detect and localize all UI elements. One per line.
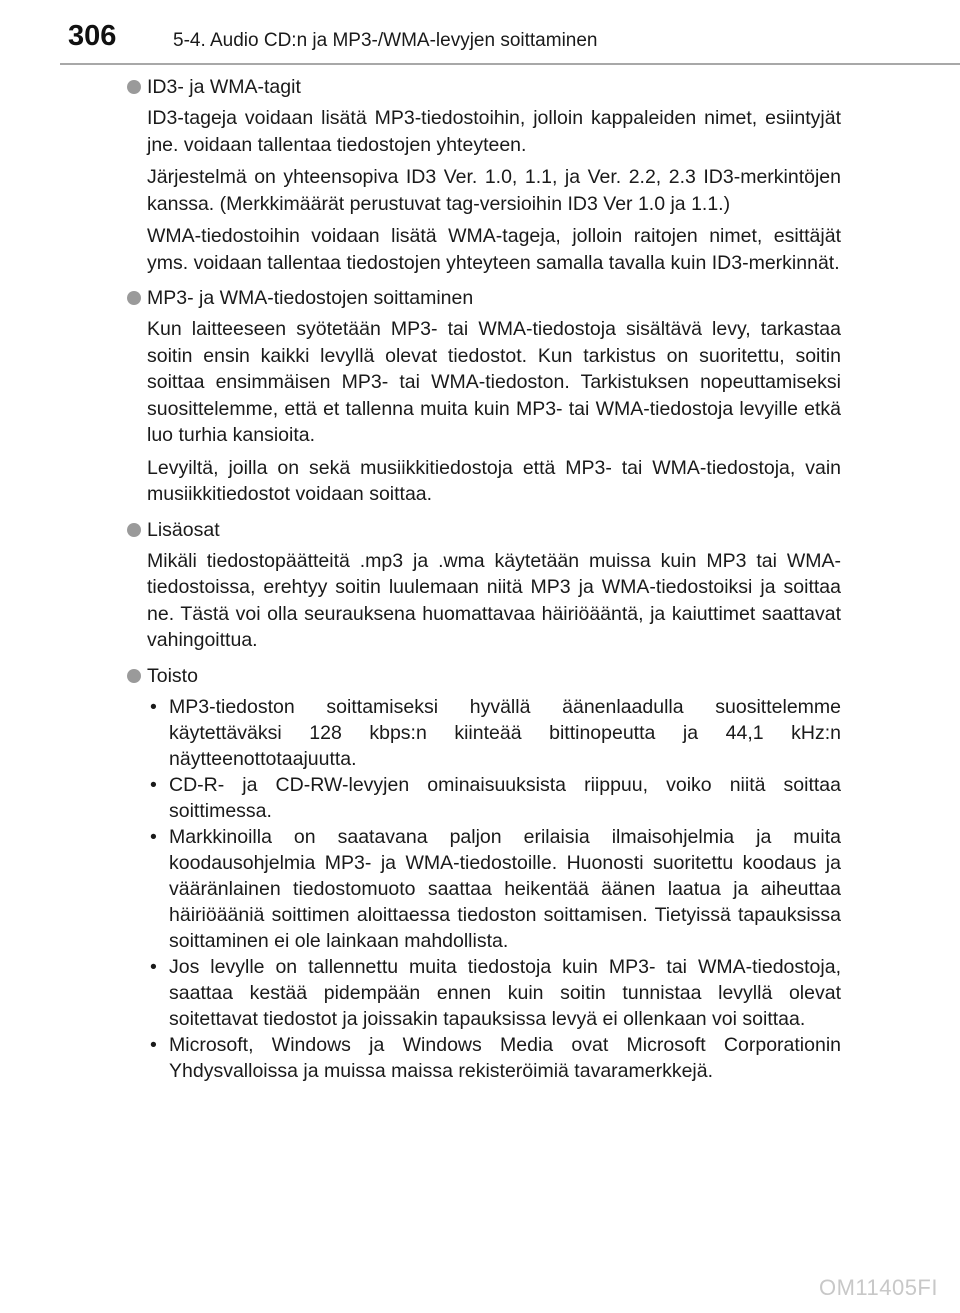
page-header — [0, 0, 960, 64]
heading-text: Toisto — [147, 664, 198, 687]
bullet-list — [147, 694, 841, 1084]
paragraph: Levyiltä, joilla on sekä musiikkitiedostoja että MP3- tai WMA-tiedostoja, vain musiikkitiedostot voidaan soittaa. — [147, 456, 841, 505]
list-item-text: CD-R- ja CD-RW-levyjen ominaisuuksista riippuu, voiko niitä soittaa soittimessa. — [169, 773, 841, 822]
paragraph: WMA-tiedostoihin voidaan lisätä WMA-tageja, jolloin raitojen nimet, esittäjät yms. voidaan tallentaa tiedostojen yhteyteen samalla tavalla kuin ID3-merkinnät. — [147, 225, 841, 274]
list-item — [147, 694, 841, 772]
page-content — [127, 73, 841, 1092]
list-item-text: Markkinoilla on saatavana paljon erilaisia ilmaisohjelmia ja muita koodausohjelmia MP3- ja WMA-tiedostoille. Huonosti suoritettu koodaus ja vääränlainen tiedostomuoto saattaa heikentää äänen laatua ja aiheuttaa häiriöääniä soittimen aloittaessa tiedoston soittamisen. Tietyissä tapauksissa soittaminen ei ole lainkaan mahdollista. — [169, 825, 841, 952]
list-item-text: MP3-tiedoston soittamiseksi hyvällä äänenlaadulla suosittelemme käytettäväksi 128 kbps:n kiinteää bittinopeutta ja 44,1 kHz:n näytteenottotaajuutta. — [169, 695, 841, 770]
section-heading — [127, 516, 841, 544]
paragraph: Mikäli tiedostopäätteitä .mp3 ja .wma käytetään muissa kuin MP3 tai WMA-tiedostoissa, erehtyy soitin luulemaan niitä MP3 ja WMA-tiedostoiksi ja soittaa ne. Tästä voi olla seurauksena huomattavaa häiriöääntä, ja kaiuttimet saattavat vahingoittua. — [147, 549, 841, 651]
header-divider — [60, 63, 960, 65]
heading-text: ID3- ja WMA-tagit — [147, 76, 301, 98]
section-heading — [127, 662, 841, 690]
section-playing-files — [127, 284, 841, 508]
section-heading — [127, 284, 841, 312]
circle-bullet-icon — [127, 669, 141, 683]
paragraph: Järjestelmä on yhteensopiva ID3 Ver. 1.0, 1.1, ja Ver. 2.2, 2.3 ID3-merkintöjen kanssa. (Merkkimäärät perustuvat tag-versioihin ID3 Ver 1.0 ja 1.1.) — [147, 166, 841, 215]
bullet-icon: • — [150, 955, 157, 978]
list-item-text: Jos levylle on tallennettu muita tiedostoja kuin MP3- tai WMA-tiedostoja, saattaa kestää pidempään ennen kuin soitin tunnistaa levyllä olevat soitettavat tiedostot ja joissakin tapauksissa levyä ei ollenkaan voi soittaa. — [169, 955, 841, 1030]
list-item-text: Microsoft, Windows ja Windows Media ovat Microsoft Corporationin Yhdysvalloissa ja muissa maissa rekisteröimiä tavaramerkkejä. — [169, 1033, 841, 1082]
heading-text: MP3- ja WMA-tiedostojen soittaminen — [147, 287, 474, 309]
page-number: 306 — [68, 20, 117, 52]
section-heading — [127, 73, 841, 101]
list-item — [147, 954, 841, 1032]
circle-bullet-icon — [127, 523, 141, 537]
paragraph: ID3-tageja voidaan lisätä MP3-tiedostoihin, jolloin kappaleiden nimet, esiintyjät jne. voidaan tallentaa tiedostojen yhteyteen. — [147, 107, 841, 156]
circle-bullet-icon — [127, 291, 141, 305]
bullet-icon: • — [150, 695, 157, 718]
list-item — [147, 1032, 841, 1084]
bullet-icon: • — [150, 1033, 157, 1056]
section-playback — [127, 662, 841, 1084]
circle-bullet-icon — [127, 80, 141, 94]
list-item — [147, 772, 841, 824]
list-item — [147, 824, 841, 954]
bullet-icon: • — [150, 825, 157, 848]
bullet-icon: • — [150, 773, 157, 796]
section-id3-wma-tags — [127, 73, 841, 276]
watermark: OM11405FI — [818, 1275, 938, 1300]
section-title: 5-4. Audio CD:n ja MP3-/WMA-levyjen soittaminen — [173, 30, 598, 51]
heading-text: Lisäosat — [147, 518, 220, 541]
paragraph: Kun laitteeseen syötetään MP3- tai WMA-tiedostoja sisältävä levy, tarkastaa soitin ensin kaikki levyllä olevat tiedostot. Kun tarkistus on suoritettu, soitin soittaa ensimmäisen MP3- tai WMA-tiedoston. Tarkistuksen nopeuttamiseksi suosittelemme, että et tallenna muita kuin MP3- tai WMA-tiedostoja levyille etkä luo turhia kansioita. — [147, 318, 841, 446]
section-extensions — [127, 516, 841, 654]
